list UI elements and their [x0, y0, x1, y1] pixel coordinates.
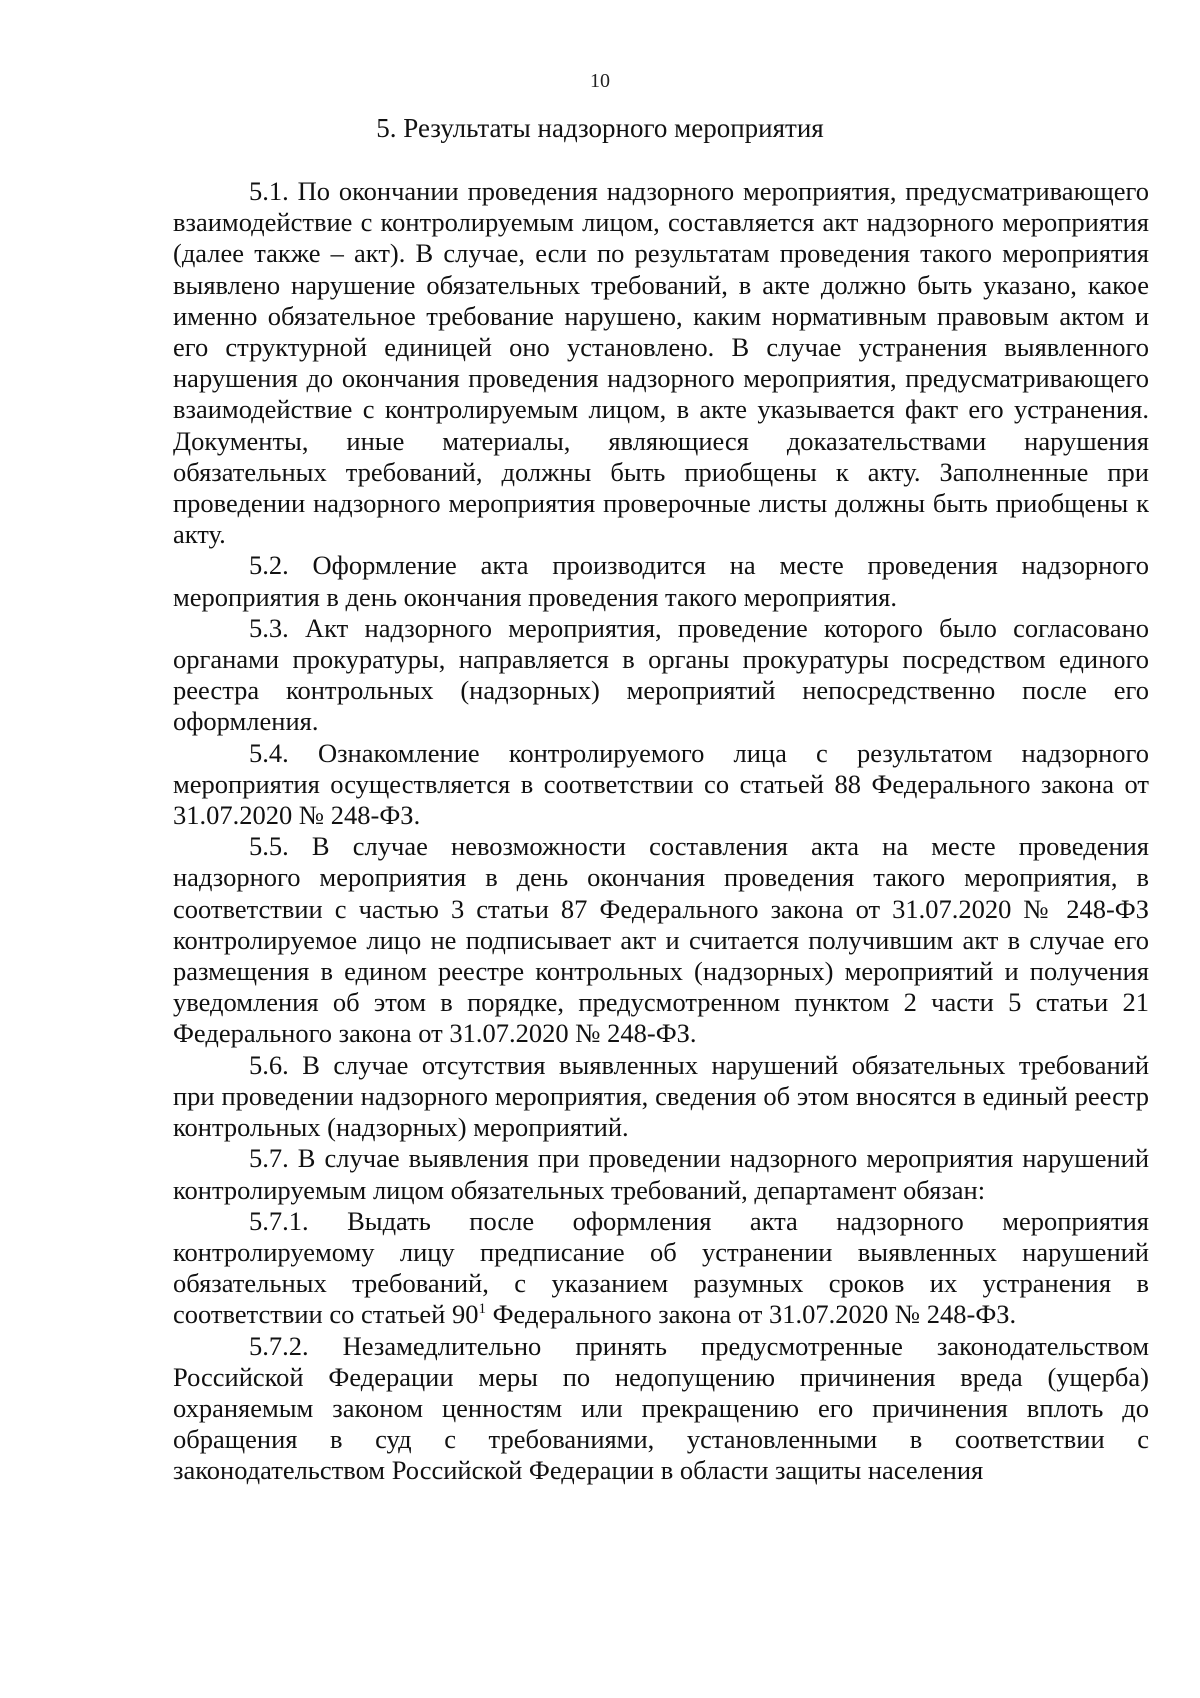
- paragraph-5-3: [173, 613, 1149, 738]
- paragraph-5-2: [173, 550, 1149, 612]
- article-superscript: 1: [478, 1301, 486, 1318]
- paragraph-number: 5.3.: [249, 612, 289, 643]
- section-body: [173, 176, 1149, 1487]
- paragraph-number: 5.7.: [249, 1143, 289, 1174]
- paragraph-text: Акт надзорного мероприятия, проведение которого было согласовано органами прокуратуры, направляется в органы прокуратуры посредством единого реестра контрольных (надзорных) мероприятий непосредственно после его оформления.: [173, 612, 1150, 737]
- paragraph-5-1: [173, 176, 1149, 550]
- paragraph-number: 5.5.: [249, 831, 289, 862]
- section-title: 5. Результаты надзорного мероприятия: [376, 113, 824, 143]
- paragraph-5-6: [173, 1050, 1149, 1144]
- paragraph-5-7: [173, 1143, 1149, 1205]
- page-number: 10: [590, 70, 610, 92]
- paragraph-5-5: [173, 831, 1149, 1049]
- paragraph-number: 5.4.: [249, 737, 289, 768]
- paragraph-text: Ознакомление контролируемого лица с результатом надзорного мероприятия осуществляется в соответствии со статьей 88 Федерального закона от 31.07.2020 № 248-ФЗ.: [173, 737, 1150, 831]
- paragraph-number: 5.7.2.: [249, 1330, 309, 1361]
- paragraph-5-7-2: [173, 1331, 1149, 1487]
- paragraph-5-7-1: [173, 1206, 1149, 1331]
- paragraph-number: 5.7.1.: [249, 1205, 309, 1236]
- paragraph-text: Незамедлительно принять предусмотренные законодательством Российской Федерации меры по недопущению причинения вреда (ущерба) охраняемым законом ценностям или прекращению его причинения вплоть до обращения в суд с требованиями, установленными в соответствии с законодательством Российской Федерации в области защиты населения: [173, 1330, 1149, 1486]
- paragraph-text: Оформление акта производится на месте проведения надзорного мероприятия в день окончания проведения такого мероприятия.: [173, 550, 1150, 612]
- paragraph-5-4: [173, 738, 1149, 832]
- paragraph-text-continued: Федерального закона от 31.07.2020 № 248-ФЗ.: [485, 1299, 1017, 1330]
- paragraph-text: По окончании проведения надзорного мероприятия, предусматривающего взаимодействие с контролируемым лицом, составляется акт надзорного мероприятия (далее также – акт). В случае, если по результатам проведения такого мероприятия выявлено нарушение обязательных требований, в акте должно быть указано, какое именно обязательное требование нарушено, каким нормативным правовым актом и его структурной единицей оно установлено. В случае устранения выявленного нарушения до окончания проведения надзорного мероприятия, предусматривающего взаимодействие с контролируемым лицом, в акте указывается факт его устранения. Документы, иные материалы, являющиеся доказательствами нарушения обязательных требований, должны быть приобщены к акту. Заполненные при проведении надзорного мероприятия проверочные листы должны быть приобщены к акту.: [173, 176, 1149, 550]
- paragraph-text: В случае выявления при проведении надзорного мероприятия нарушений контролируемым лицом обязательных требований, департамент обязан:: [173, 1143, 1149, 1205]
- paragraph-text: В случае невозможности составления акта на месте проведения надзорного мероприятия в день окончания проведения такого мероприятия, в соответствии с частью 3 статьи 87 Федерального закона от 31.07.2020 № 248-ФЗ контролируемое лицо не подписывает акт и считается получившим акт в случае его размещения в едином реестре контрольных (надзорных) мероприятий и получения уведомления об этом в порядке, предусмотренном пунктом 2 части 5 статьи 21 Федерального закона от 31.07.2020 № 248-ФЗ.: [173, 831, 1149, 1049]
- paragraph-number: 5.2.: [249, 550, 289, 581]
- paragraph-number: 5.6.: [249, 1049, 289, 1080]
- paragraph-number: 5.1.: [249, 176, 289, 206]
- paragraph-text: В случае отсутствия выявленных нарушений обязательных требований при проведении надзорного мероприятия, сведения об этом вносятся в единый реестр контрольных (надзорных) мероприятий.: [173, 1049, 1150, 1143]
- paragraph-text: Выдать после оформления акта надзорного мероприятия контролируемому лицу предписание об устранении выявленных нарушений обязательных требований, с указанием разумных сроков их устранения в соответствии со статьей 90: [173, 1205, 1149, 1330]
